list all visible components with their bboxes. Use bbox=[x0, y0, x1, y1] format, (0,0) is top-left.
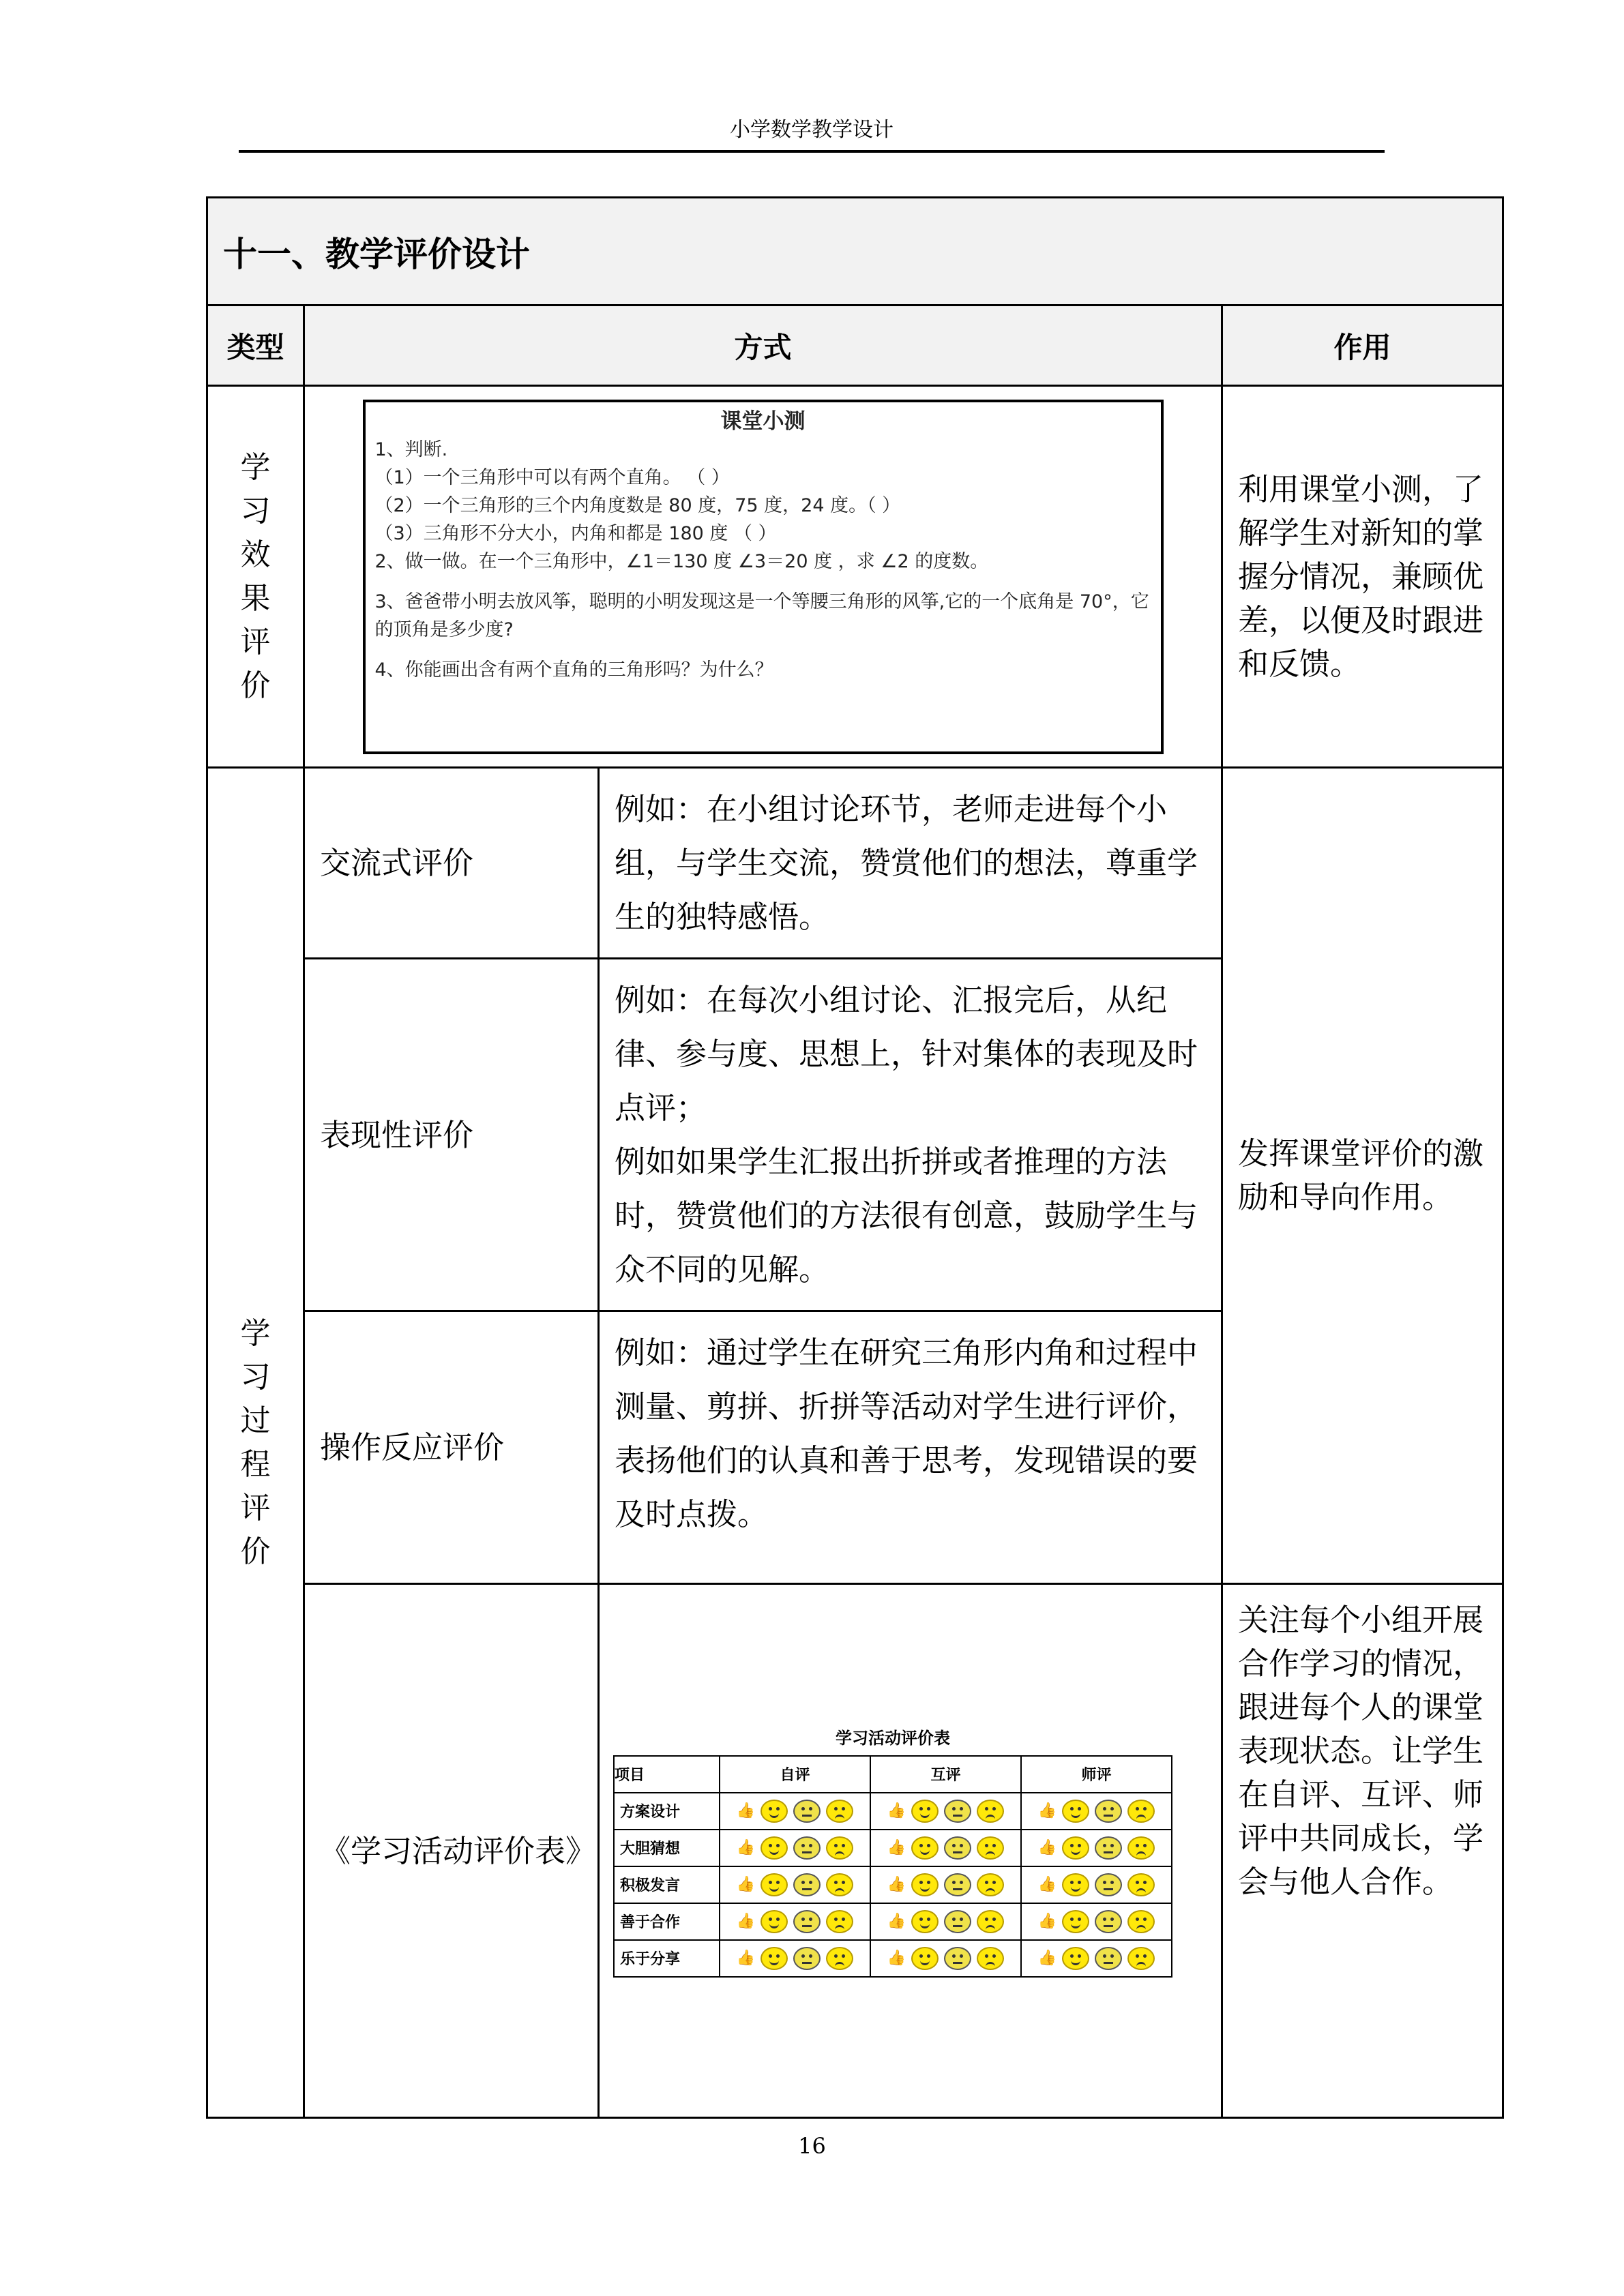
neutral-face-icon bbox=[793, 1947, 821, 1970]
rating-faces bbox=[1022, 1947, 1171, 1970]
purpose-shared: 发挥课堂评价的激励和导向作用。 bbox=[1222, 768, 1503, 1584]
quiz-line: 2、做一做。在一个三角形中，∠1＝130 度 ∠3＝20 度 ，求 ∠2 的度数。 bbox=[374, 550, 989, 572]
rating-faces bbox=[1022, 1910, 1171, 1933]
rating-faces bbox=[720, 1947, 870, 1970]
activity-item: 乐于分享 bbox=[614, 1940, 720, 1977]
thumbs-up-icon: 👍 bbox=[887, 1839, 906, 1856]
sad-face-icon bbox=[977, 1910, 1004, 1933]
thumbs-up-icon: 👍 bbox=[1037, 1913, 1057, 1930]
activity-table-cell bbox=[599, 1584, 1222, 2118]
thumbs-up-icon: 👍 bbox=[887, 1876, 906, 1893]
eval-method: 例如：通过学生在研究三角形内角和过程中测量、剪拼、折拼等活动对学生进行评价，表扬他们的认真和善于思考，发现错误的要及时点拨。 bbox=[599, 1311, 1222, 1584]
activity-evaluation-image bbox=[613, 1725, 1172, 1978]
neutral-face-icon bbox=[793, 1836, 821, 1860]
neutral-face-icon bbox=[793, 1873, 821, 1896]
happy-face-icon bbox=[911, 1910, 939, 1933]
happy-face-icon bbox=[1062, 1910, 1089, 1933]
activity-header: 自评 bbox=[720, 1756, 870, 1793]
page-number: 16 bbox=[798, 2133, 826, 2159]
activity-item: 积极发言 bbox=[614, 1866, 720, 1903]
neutral-face-icon bbox=[793, 1910, 821, 1933]
happy-face-icon bbox=[761, 1910, 788, 1933]
neutral-face-icon bbox=[1095, 1947, 1122, 1970]
purpose-activity: 关注每个小组开展合作学习的情况，跟进每个人的课堂表现状态。让学生在自评、互评、师评中共同成长，学会与他人合作。 bbox=[1222, 1584, 1503, 2118]
thumbs-up-icon: 👍 bbox=[736, 1913, 756, 1930]
quiz-line: （2）一个三角形的三个内角度数是 80 度，75 度，24 度。（ ） bbox=[374, 494, 901, 516]
rating-faces bbox=[871, 1947, 1020, 1970]
happy-face-icon bbox=[911, 1947, 939, 1970]
activity-header: 互评 bbox=[870, 1756, 1021, 1793]
sad-face-icon bbox=[977, 1873, 1004, 1896]
rating-faces bbox=[720, 1836, 870, 1860]
sad-face-icon bbox=[826, 1910, 853, 1933]
eval-type-name: 表现性评价 bbox=[304, 959, 599, 1311]
happy-face-icon bbox=[911, 1800, 939, 1823]
type-learning-effect: 学 习 效 果 评 价 bbox=[207, 386, 304, 768]
thumbs-up-icon: 👍 bbox=[1037, 1839, 1057, 1856]
sad-face-icon bbox=[1127, 1947, 1155, 1970]
neutral-face-icon bbox=[944, 1910, 971, 1933]
happy-face-icon bbox=[1062, 1800, 1089, 1823]
quiz-line: 1、判断. bbox=[374, 438, 448, 460]
eval-method: 例如：在小组讨论环节，老师走进每个小组，与学生交流，赞赏他们的想法，尊重学生的独特感悟。 bbox=[599, 768, 1222, 959]
happy-face-icon bbox=[1062, 1947, 1089, 1970]
thumbs-up-icon: 👍 bbox=[1037, 1802, 1057, 1819]
happy-face-icon bbox=[1062, 1836, 1089, 1860]
column-header-purpose: 作用 bbox=[1222, 305, 1503, 386]
quiz-line: （1）一个三角形中可以有两个直角。 （ ） bbox=[374, 466, 730, 488]
thumbs-up-icon: 👍 bbox=[736, 1950, 756, 1967]
rating-faces bbox=[1022, 1800, 1171, 1823]
neutral-face-icon bbox=[944, 1873, 971, 1896]
eval-method: 例如：在每次小组讨论、汇报完后，从纪律、参与度、思想上，针对集体的表现及时点评； 例如如果学生汇报出折拼或者推理的方法时，赞赏他们的方法很有创意，鼓励学生与众不同的见解。 bbox=[599, 959, 1222, 1311]
rating-faces bbox=[871, 1836, 1020, 1860]
activity-table-title: 学习活动评价表 bbox=[836, 1728, 950, 1748]
neutral-face-icon bbox=[1095, 1836, 1122, 1860]
thumbs-up-icon: 👍 bbox=[887, 1950, 906, 1967]
eval-type-name: 操作反应评价 bbox=[304, 1311, 599, 1584]
happy-face-icon bbox=[911, 1836, 939, 1860]
thumbs-up-icon: 👍 bbox=[736, 1802, 756, 1819]
thumbs-up-icon: 👍 bbox=[887, 1913, 906, 1930]
type-learning-process: 学 习 过 程 评 价 bbox=[207, 768, 304, 2118]
quiz-cell bbox=[304, 386, 1222, 768]
classroom-quiz-image bbox=[363, 400, 1164, 754]
section-title: 十一、教学评价设计 bbox=[207, 198, 1503, 305]
happy-face-icon bbox=[761, 1873, 788, 1896]
activity-header: 项目 bbox=[614, 1756, 720, 1793]
sad-face-icon bbox=[1127, 1910, 1155, 1933]
sad-face-icon bbox=[826, 1800, 853, 1823]
happy-face-icon bbox=[761, 1800, 788, 1823]
rating-faces bbox=[871, 1800, 1020, 1823]
activity-item: 方案设计 bbox=[614, 1793, 720, 1830]
rating-faces bbox=[720, 1910, 870, 1933]
thumbs-up-icon: 👍 bbox=[887, 1802, 906, 1819]
sad-face-icon bbox=[1127, 1873, 1155, 1896]
activity-header: 师评 bbox=[1021, 1756, 1172, 1793]
rating-faces bbox=[871, 1873, 1020, 1896]
sad-face-icon bbox=[826, 1836, 853, 1860]
evaluation-design-table bbox=[206, 196, 1504, 2119]
purpose-learning-effect: 利用课堂小测，了解学生对新知的掌握分情况，兼顾优差，以便及时跟进和反馈。 bbox=[1222, 386, 1503, 768]
quiz-title: 课堂小测 bbox=[720, 408, 806, 434]
thumbs-up-icon: 👍 bbox=[736, 1839, 756, 1856]
neutral-face-icon bbox=[944, 1800, 971, 1823]
neutral-face-icon bbox=[1095, 1910, 1122, 1933]
eval-type-name: 交流式评价 bbox=[304, 768, 599, 959]
sad-face-icon bbox=[1127, 1836, 1155, 1860]
rating-faces bbox=[1022, 1836, 1171, 1860]
sad-face-icon bbox=[977, 1947, 1004, 1970]
column-header-method: 方式 bbox=[304, 305, 1222, 386]
happy-face-icon bbox=[1062, 1873, 1089, 1896]
column-header-type: 类型 bbox=[207, 305, 304, 386]
thumbs-up-icon: 👍 bbox=[1037, 1876, 1057, 1893]
rating-faces bbox=[720, 1800, 870, 1823]
happy-face-icon bbox=[911, 1873, 939, 1896]
rating-faces bbox=[720, 1873, 870, 1896]
quiz-line: 3、爸爸带小明去放风筝，聪明的小明发现这是一个等腰三角形的风筝,它的一个底角是 70°，它的顶角是多少度? bbox=[374, 591, 1149, 640]
activity-evaluation-table bbox=[613, 1755, 1172, 1978]
activity-item: 大胆猜想 bbox=[614, 1830, 720, 1866]
neutral-face-icon bbox=[1095, 1873, 1122, 1896]
eval-type-name: 《学习活动评价表》 bbox=[304, 1584, 599, 2118]
rating-faces bbox=[1022, 1873, 1171, 1896]
rating-faces bbox=[871, 1910, 1020, 1933]
neutral-face-icon bbox=[793, 1800, 821, 1823]
thumbs-up-icon: 👍 bbox=[1037, 1950, 1057, 1967]
quiz-line: （3）三角形不分大小，内角和都是 180 度 （ ） bbox=[374, 522, 777, 544]
page-header: 小学数学教学设计 bbox=[239, 113, 1385, 153]
neutral-face-icon bbox=[944, 1836, 971, 1860]
sad-face-icon bbox=[826, 1873, 853, 1896]
sad-face-icon bbox=[1127, 1800, 1155, 1823]
neutral-face-icon bbox=[944, 1947, 971, 1970]
happy-face-icon bbox=[761, 1947, 788, 1970]
sad-face-icon bbox=[977, 1836, 1004, 1860]
sad-face-icon bbox=[826, 1947, 853, 1970]
activity-item: 善于合作 bbox=[614, 1903, 720, 1940]
happy-face-icon bbox=[761, 1836, 788, 1860]
sad-face-icon bbox=[977, 1800, 1004, 1823]
quiz-line: 4、你能画出含有两个直角的三角形吗？为什么？ bbox=[374, 659, 773, 681]
thumbs-up-icon: 👍 bbox=[736, 1876, 756, 1893]
neutral-face-icon bbox=[1095, 1800, 1122, 1823]
